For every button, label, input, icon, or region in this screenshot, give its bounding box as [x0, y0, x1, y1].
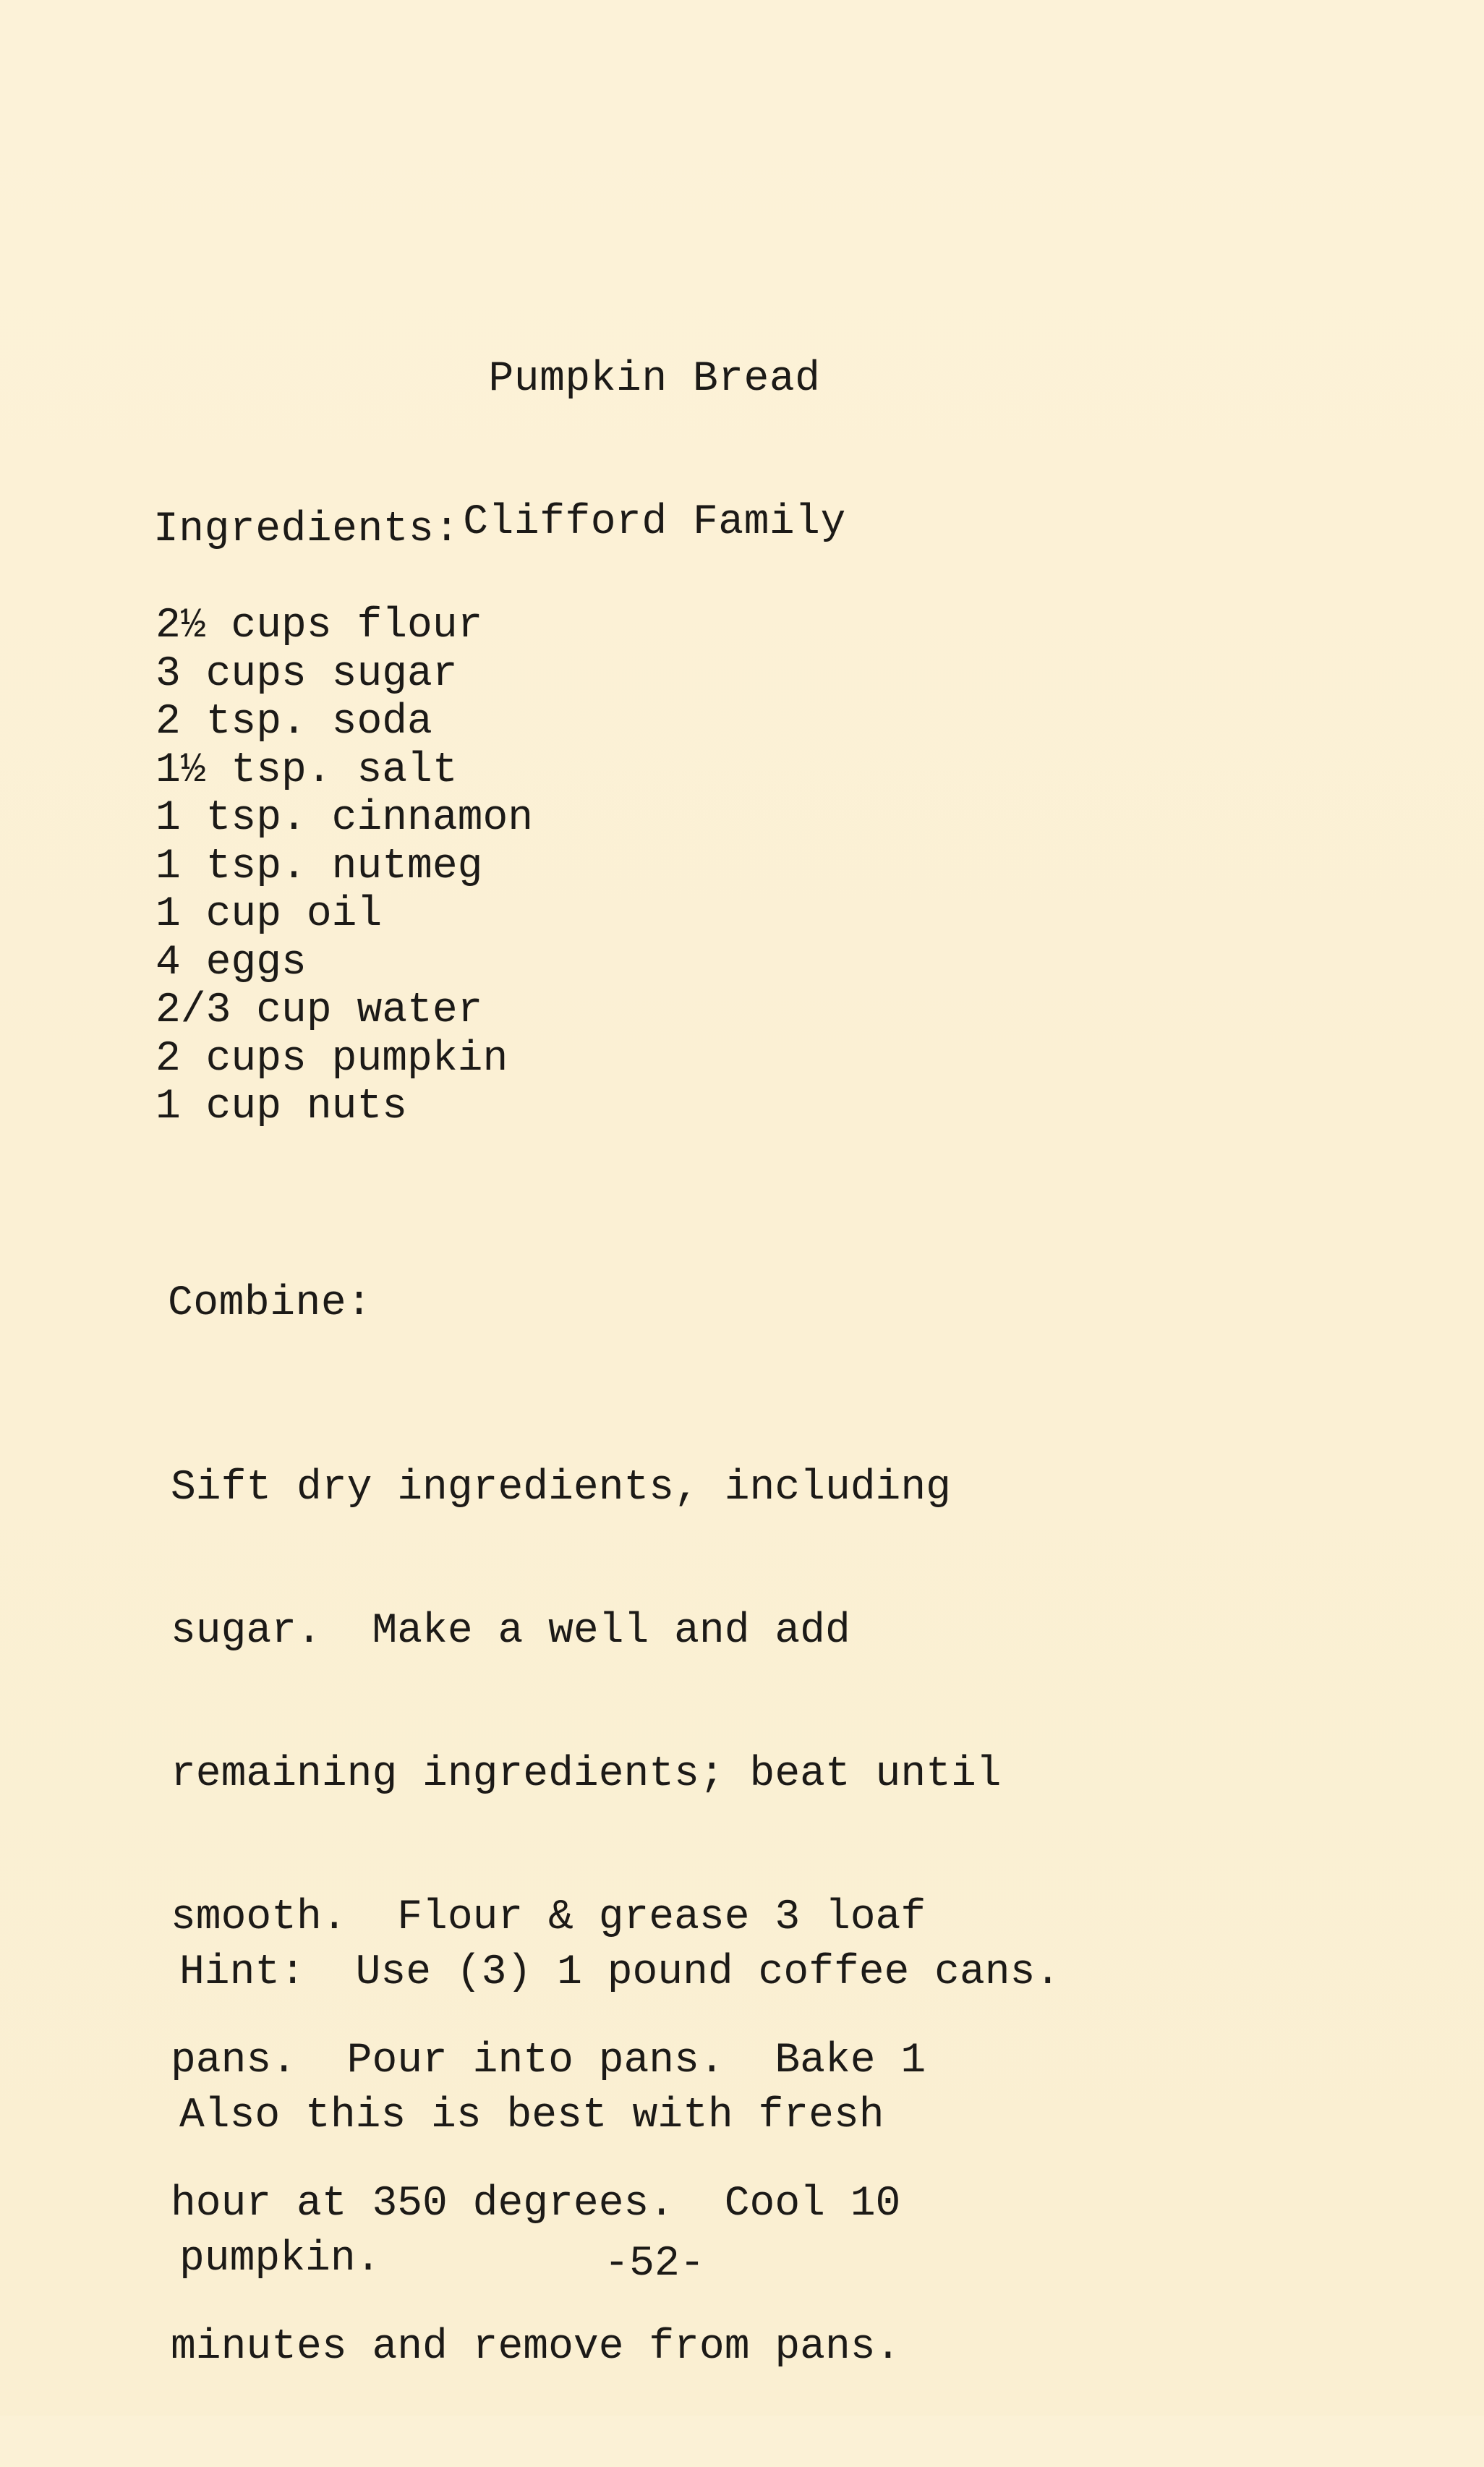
ingredient-item: 1½ tsp. salt: [155, 746, 458, 794]
instruction-line: minutes and remove from pans.: [171, 2324, 901, 2371]
ingredient-item: 2½ cups flour: [155, 602, 483, 649]
instruction-line: smooth. Flour & grease 3 loaf: [171, 1894, 926, 1941]
hint-note: [179, 1854, 1060, 2379]
hint-line: Also this is best with fresh: [179, 2092, 884, 2139]
ingredient-item: 4 eggs: [155, 939, 307, 987]
combine-heading: Combine:: [168, 1280, 372, 1327]
instruction-line: remaining ingredients; beat until: [171, 1751, 1002, 1798]
ingredient-item: 2/3 cup water: [155, 987, 483, 1034]
instruction-line: hour at 350 degrees. Cool 10: [171, 2181, 901, 2228]
instruction-line: Sift dry ingredients, including: [171, 1465, 951, 1512]
recipe-title: [0, 260, 1309, 642]
ingredients-heading: Ingredients:: [153, 506, 460, 553]
instruction-line: pans. Pour into pans. Bake 1: [171, 2037, 926, 2084]
instruction-line: sugar. Make a well and add: [171, 1608, 850, 1655]
ingredient-item: 1 tsp. cinnamon: [155, 795, 534, 842]
ingredient-item: 1 tsp. nutmeg: [155, 843, 483, 890]
ingredient-item: 2 cups pumpkin: [155, 1035, 508, 1083]
ingredient-item: 1 cup nuts: [155, 1083, 408, 1130]
page-number: -52-: [604, 2241, 705, 2288]
hint-line: pumpkin.: [179, 2236, 381, 2283]
ingredient-item: 1 cup oil: [155, 891, 383, 938]
recipe-title-family: Clifford Family: [463, 499, 846, 546]
ingredient-item: 3 cups sugar: [155, 650, 458, 698]
hint-line: Hint: Use (3) 1 pound coffee cans.: [179, 1949, 1061, 1996]
recipe-title-name: Pumpkin Bread: [488, 356, 821, 403]
ingredients-list: [155, 602, 533, 1132]
ingredient-item: 2 tsp. soda: [155, 699, 432, 746]
